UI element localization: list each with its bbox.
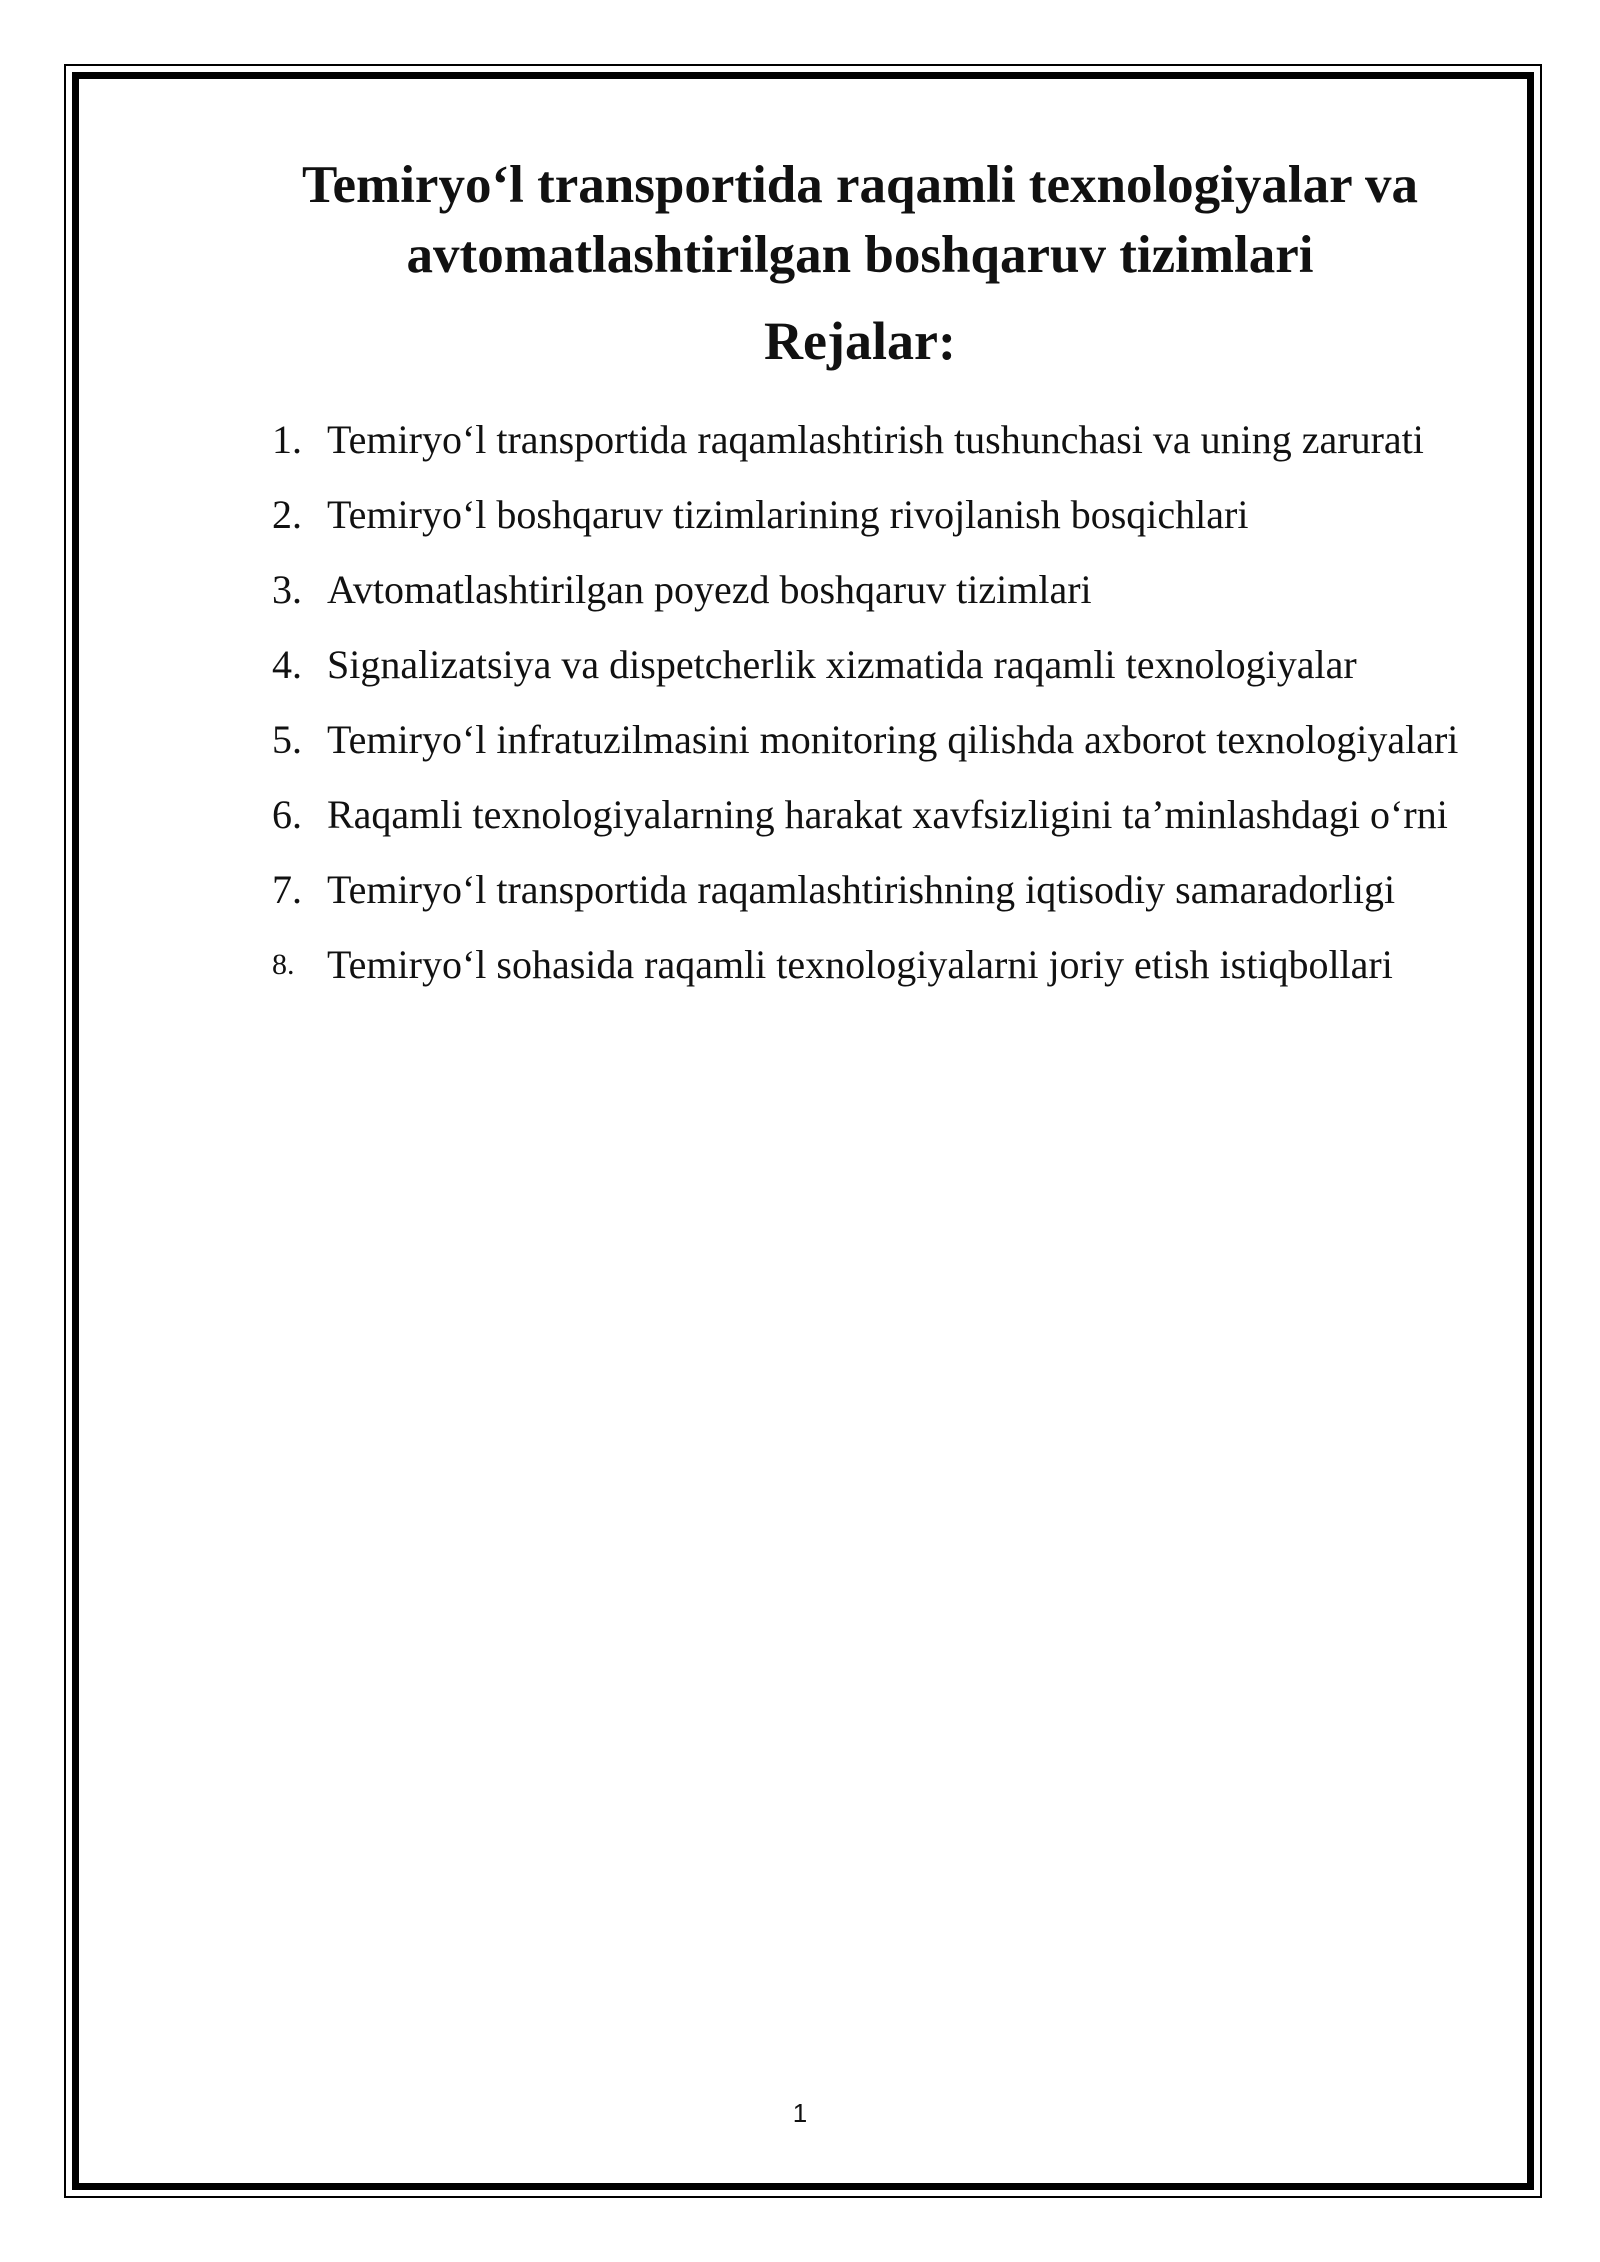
plan-item-2 (272, 477, 1512, 552)
title-line-1: Temiryo‘l transportida raqamli texnologiyalar va (302, 156, 1418, 214)
plan-text: Temiryo‘l transportida raqamlashtirish tushunchasi va uning zarurati (327, 417, 1424, 462)
plan-number: 7. (272, 867, 302, 912)
plan-number: 5. (272, 717, 302, 762)
plan-number: 1. (272, 417, 302, 462)
plan-text: Avtomatlashtirilgan poyezd boshqaruv tizimlari (327, 567, 1092, 612)
document-title (200, 150, 1520, 290)
plan-text: Raqamli texnologiyalarning harakat xavfsizligini ta’minlashdagi o‘rni (327, 792, 1448, 837)
plan-item-3 (272, 552, 1512, 627)
page-border-inner (72, 72, 1534, 2190)
plan-text: Temiryo‘l sohasida raqamli texnologiyalarni joriy etish istiqbollari (327, 942, 1393, 987)
plan-number: 2. (272, 492, 302, 537)
plan-item-6 (272, 777, 1512, 852)
plan-text: Signalizatsiya va dispetcherlik xizmatida raqamli texnologiyalar (327, 642, 1357, 687)
plan-text: Temiryo‘l boshqaruv tizimlarining rivojlanish bosqichlari (327, 492, 1249, 537)
plan-list (272, 402, 1512, 1002)
plan-number: 6. (272, 792, 302, 837)
plans-heading: Rejalar: (764, 311, 956, 371)
plan-item-8 (272, 927, 1512, 1002)
page-number: 1 (792, 2098, 808, 2128)
plan-item-1 (272, 402, 1512, 477)
plan-item-4 (272, 627, 1512, 702)
plan-text: Temiryo‘l transportida raqamlashtirishning iqtisodiy samaradorligi (327, 867, 1396, 912)
title-line-2: avtomatlashtirilgan boshqaruv tizimlari (406, 226, 1314, 284)
plan-number: 3. (272, 567, 302, 612)
plan-number: 4. (272, 642, 302, 687)
plan-item-5 (272, 702, 1512, 777)
plan-text: Temiryo‘l infratuzilmasini monitoring qilishda axborot texnologiyalari (327, 717, 1459, 762)
plan-number: 8. (272, 948, 295, 981)
plan-item-7 (272, 852, 1512, 927)
